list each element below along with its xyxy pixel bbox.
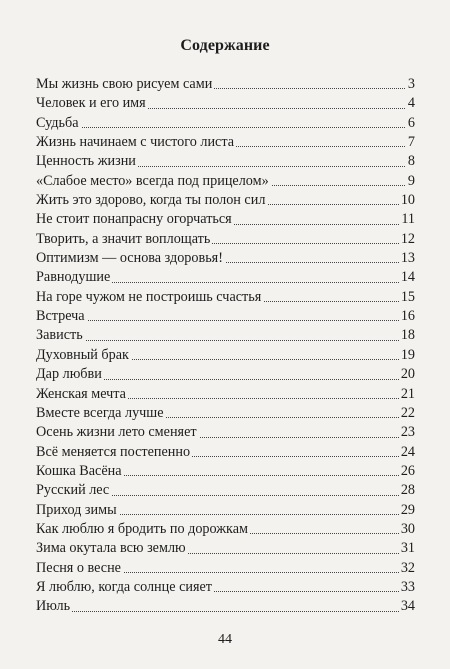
toc-entry — [36, 597, 415, 616]
toc-entry-title: Кошка Васёна — [36, 462, 122, 479]
toc-entry-page: 6 — [407, 114, 415, 131]
toc-entry-page: 22 — [400, 404, 415, 421]
toc-entry — [36, 307, 415, 326]
toc-entry — [36, 520, 415, 539]
toc-entry-title: Приход зимы — [36, 501, 117, 518]
toc-entry-title: Всё меняется постепенно — [36, 443, 191, 460]
toc-entry-page: 11 — [401, 211, 415, 228]
toc-entry — [36, 172, 415, 191]
toc-entry — [36, 326, 415, 345]
toc-entry-page: 32 — [400, 559, 415, 576]
toc-entry-title: Июль — [36, 598, 71, 615]
dot-leader — [36, 340, 415, 341]
toc-entry-page: 23 — [400, 424, 415, 441]
table-of-contents — [36, 75, 415, 617]
toc-entry-page: 24 — [400, 443, 415, 460]
toc-entry-page: 19 — [400, 346, 415, 363]
toc-entry — [36, 268, 415, 287]
toc-entry-page: 14 — [400, 269, 415, 286]
toc-entry-page: 33 — [400, 578, 415, 595]
toc-entry — [36, 94, 415, 113]
toc-entry-title: Творить, а значит воплощать — [36, 230, 211, 247]
toc-entry-page: 31 — [400, 540, 415, 557]
toc-entry-title: Встреча — [36, 308, 85, 325]
toc-entry-title: Судьба — [36, 114, 79, 131]
toc-entry-page: 9 — [407, 172, 415, 189]
toc-entry — [36, 249, 415, 268]
toc-entry-page: 18 — [400, 327, 415, 344]
toc-entry-title: Ценность жизни — [36, 153, 136, 170]
toc-entry — [36, 133, 415, 152]
toc-entry — [36, 114, 415, 133]
toc-entry — [36, 210, 415, 229]
toc-entry-page: 3 — [407, 76, 415, 92]
toc-entry-title: Как люблю я бродить по дорожкам — [36, 520, 249, 537]
toc-entry-title: «Слабое место» всегда под прицелом» — [36, 172, 269, 189]
toc-entry-title: Зависть — [36, 327, 83, 344]
toc-entry — [36, 501, 415, 520]
page-title: Содержание — [180, 37, 270, 54]
toc-entry-page: 26 — [400, 462, 415, 479]
toc-entry-page: 16 — [400, 308, 415, 325]
toc-entry-page: 15 — [400, 288, 415, 305]
toc-entry — [36, 346, 415, 365]
toc-entry-page: 8 — [407, 153, 415, 170]
toc-entry-title: На горе чужом не построишь счастья — [36, 288, 262, 305]
toc-entry-title: Вместе всегда лучше — [36, 404, 164, 421]
toc-entry-title: Песня о весне — [36, 559, 121, 576]
toc-entry — [36, 404, 415, 423]
toc-entry — [36, 191, 415, 210]
toc-entry — [36, 385, 415, 404]
toc-entry-title: Осень жизни лето сменяет — [36, 424, 197, 441]
toc-entry — [36, 365, 415, 384]
toc-entry-title: Мы жизнь свою рисуем сами — [36, 76, 213, 92]
toc-entry-title: Дар любви — [36, 366, 102, 383]
toc-entry-page: 20 — [400, 366, 415, 383]
toc-entry-page: 7 — [407, 134, 415, 151]
toc-entry-title: Человек и его имя — [36, 95, 146, 112]
toc-entry — [36, 443, 415, 462]
toc-entry-page: 13 — [400, 250, 415, 267]
toc-entry-page: 12 — [400, 230, 415, 247]
dot-leader — [36, 127, 415, 128]
toc-entry-page: 4 — [407, 95, 415, 112]
toc-entry-title: Равнодушие — [36, 269, 111, 286]
page-number: 44 — [218, 632, 232, 647]
toc-entry-title: Зима окутала всю землю — [36, 540, 186, 557]
toc-entry — [36, 559, 415, 578]
toc-entry-title: Жить это здорово, когда ты полон сил — [36, 192, 266, 209]
toc-entry-title: Русский лес — [36, 482, 110, 499]
toc-entry-title: Жизнь начинаем с чистого листа — [36, 134, 235, 151]
dot-leader — [36, 611, 415, 612]
dot-leader — [36, 320, 415, 321]
toc-entry — [36, 230, 415, 249]
toc-entry-page: 10 — [400, 192, 415, 209]
toc-entry-page: 28 — [400, 482, 415, 499]
toc-entry-title: Не стоит понапрасну огорчаться — [36, 211, 232, 228]
toc-entry — [36, 539, 415, 558]
toc-entry-page: 29 — [400, 501, 415, 518]
toc-entry-title: Оптимизм — основа здоровья! — [36, 250, 223, 267]
toc-entry — [36, 75, 415, 94]
toc-entry — [36, 423, 415, 442]
toc-entry — [36, 152, 415, 171]
toc-entry-page: 21 — [400, 385, 415, 402]
toc-entry-title: Женская мечта — [36, 385, 126, 402]
toc-entry-page: 34 — [400, 598, 415, 615]
toc-entry — [36, 288, 415, 307]
toc-entry-title: Я люблю, когда солнце сияет — [36, 578, 212, 595]
toc-entry — [36, 578, 415, 597]
toc-entry — [36, 481, 415, 500]
toc-entry-page: 30 — [400, 520, 415, 537]
toc-entry — [36, 462, 415, 481]
toc-entry-title: Духовный брак — [36, 346, 129, 363]
